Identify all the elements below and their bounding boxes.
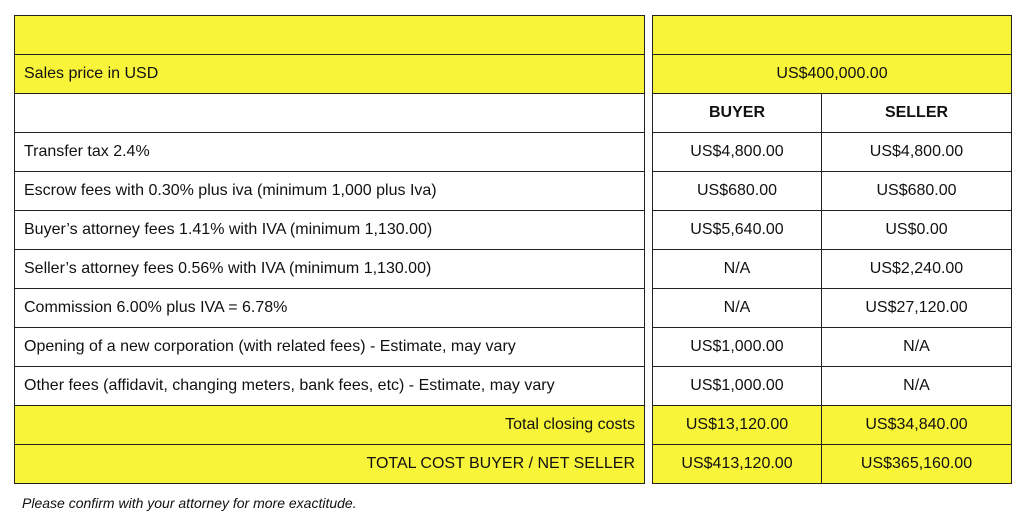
buyer-value: US$5,640.00: [653, 211, 822, 250]
row-label: Commission 6.00% plus IVA = 6.78%: [15, 289, 645, 328]
total-cost-buyer: US$413,120.00: [653, 445, 822, 484]
seller-value: US$2,240.00: [822, 250, 1012, 289]
buyer-column-header: BUYER: [653, 94, 822, 133]
sales-price-value: US$400,000.00: [653, 55, 1012, 94]
seller-value: N/A: [822, 328, 1012, 367]
row-label: Opening of a new corporation (with related fees) - Estimate, may vary: [15, 328, 645, 367]
row-label: Buyer’s attorney fees 1.41% with IVA (minimum 1,130.00): [15, 211, 645, 250]
seller-value: US$0.00: [822, 211, 1012, 250]
row-label: Transfer tax 2.4%: [15, 133, 645, 172]
seller-value: US$27,120.00: [822, 289, 1012, 328]
cost-values-table: [652, 15, 1012, 484]
buyer-value: N/A: [653, 289, 822, 328]
cost-labels-table: [14, 15, 645, 484]
total-cost-label: TOTAL COST BUYER / NET SELLER: [15, 445, 645, 484]
buyer-value: US$4,800.00: [653, 133, 822, 172]
seller-value: US$680.00: [822, 172, 1012, 211]
footnote: Please confirm with your attorney for more exactitude.: [22, 495, 357, 511]
total-closing-seller: US$34,840.00: [822, 406, 1012, 445]
header-blank-cell: [653, 16, 1012, 55]
seller-value: N/A: [822, 367, 1012, 406]
buyer-value: US$680.00: [653, 172, 822, 211]
buyer-value: US$1,000.00: [653, 367, 822, 406]
total-closing-label: Total closing costs: [15, 406, 645, 445]
row-label: Escrow fees with 0.30% plus iva (minimum 1,000 plus Iva): [15, 172, 645, 211]
column-header-blank-cell: [15, 94, 645, 133]
header-blank-cell: [15, 16, 645, 55]
net-seller: US$365,160.00: [822, 445, 1012, 484]
buyer-value: US$1,000.00: [653, 328, 822, 367]
seller-value: US$4,800.00: [822, 133, 1012, 172]
row-label: Seller’s attorney fees 0.56% with IVA (minimum 1,130.00): [15, 250, 645, 289]
sales-price-label: Sales price in USD: [15, 55, 645, 94]
total-closing-buyer: US$13,120.00: [653, 406, 822, 445]
buyer-value: N/A: [653, 250, 822, 289]
seller-column-header: SELLER: [822, 94, 1012, 133]
row-label: Other fees (affidavit, changing meters, bank fees, etc) - Estimate, may vary: [15, 367, 645, 406]
